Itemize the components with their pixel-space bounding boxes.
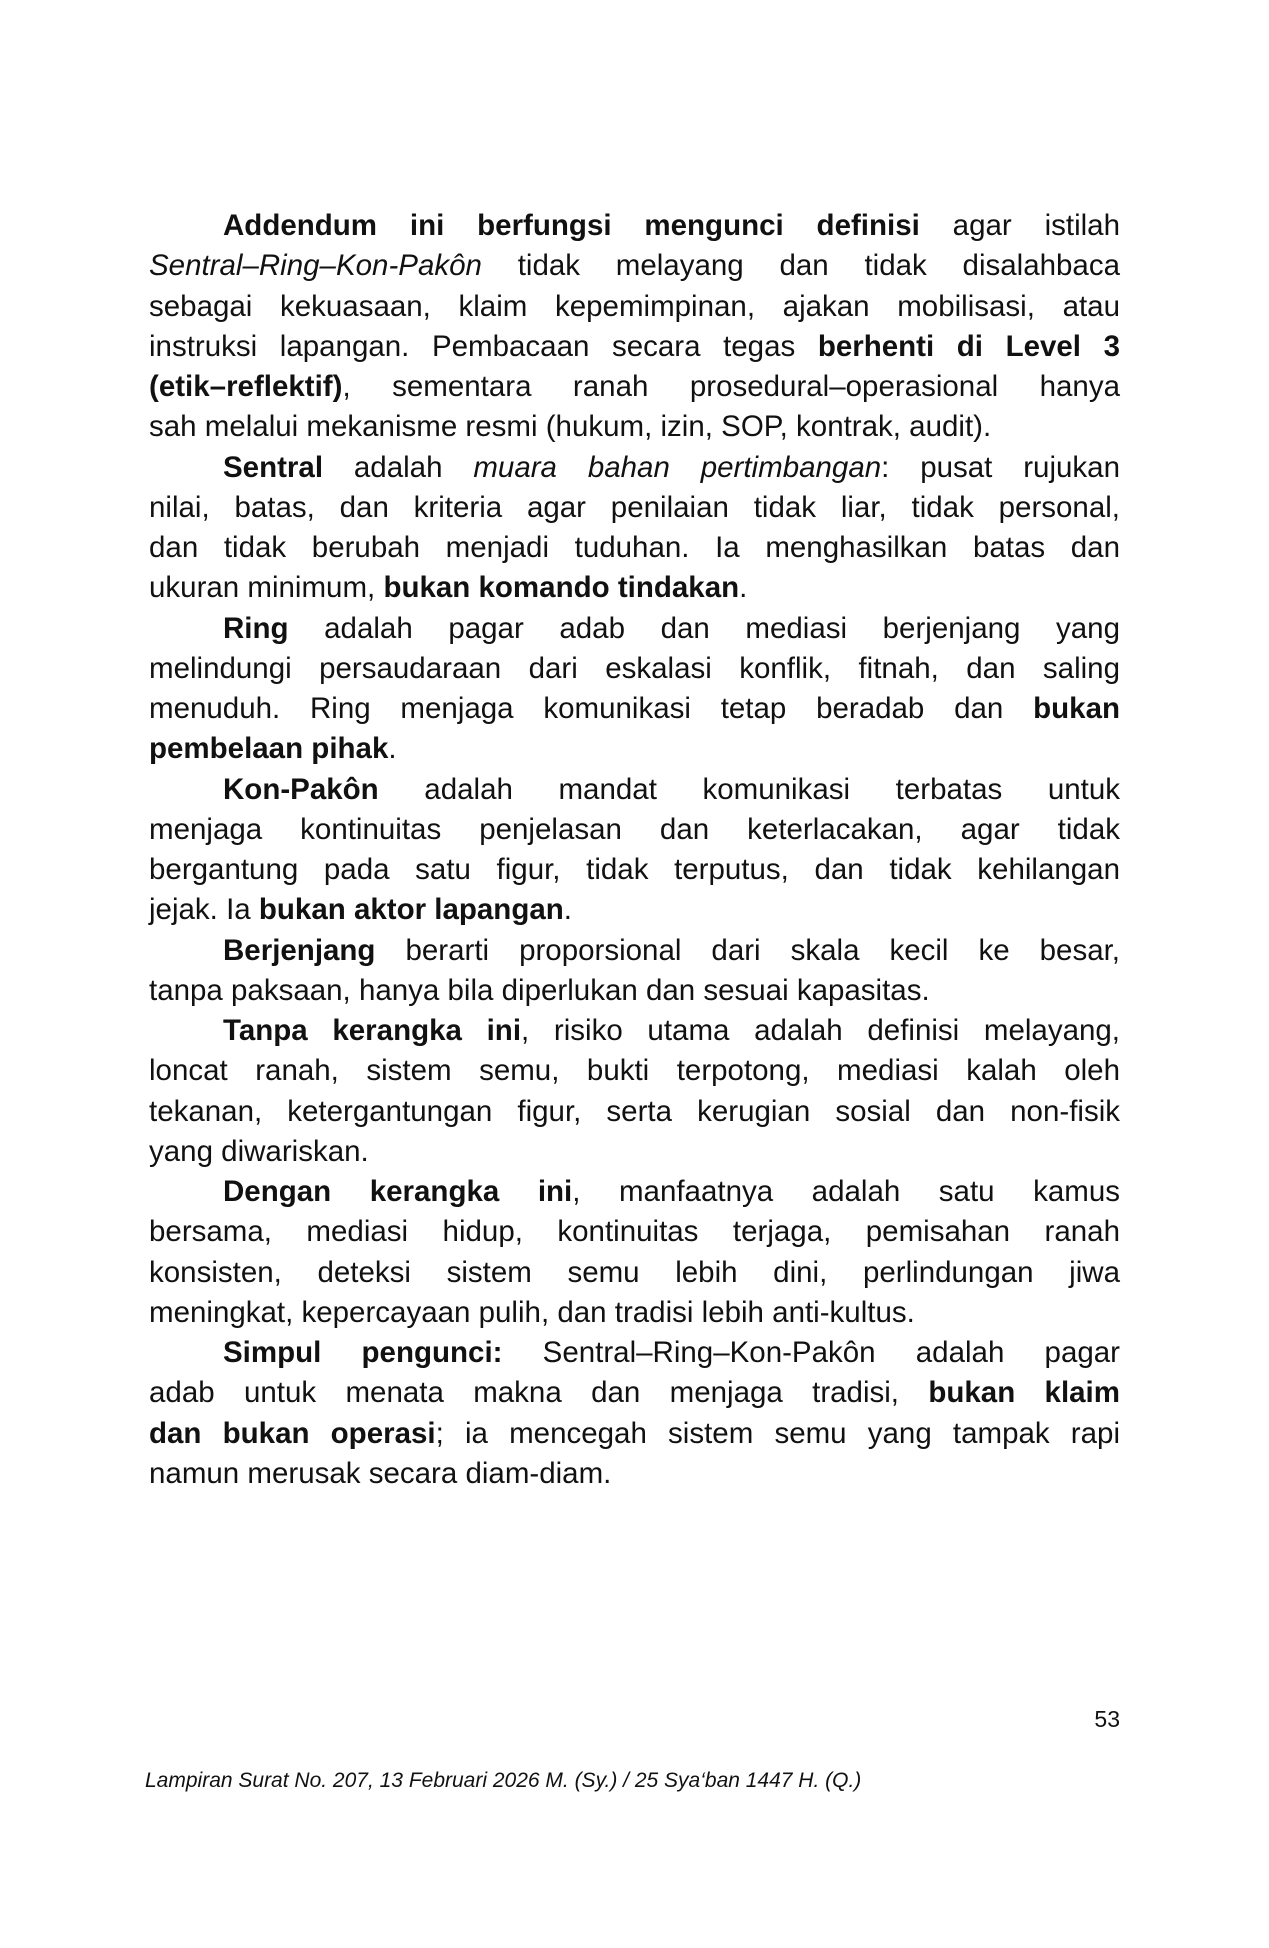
text-line: [149, 689, 1120, 729]
text-line: [149, 850, 1120, 890]
text-line: [149, 448, 1120, 488]
text-line: [149, 367, 1120, 407]
text-run: namun merusak secara diam-diam.: [149, 1456, 612, 1490]
text-line: [149, 1253, 1120, 1293]
text-line: [149, 770, 1120, 810]
paragraph: [149, 1333, 1120, 1494]
footer-citation: Lampiran Surat No. 207, 13 Februari 2026 M. (Sy.) / 25 Sya‘ban 1447 H. (Q.): [145, 1769, 862, 1792]
text-run: konsisten, deteksi sistem semu lebih dini, perlindungan jiwa: [149, 1255, 1120, 1289]
text-line: [149, 287, 1120, 327]
text-run: adab untuk menata makna dan menjaga tradisi,: [149, 1376, 929, 1410]
text-run: adalah mandat komunikasi terbatas untuk: [378, 772, 1120, 806]
text-line: [149, 1454, 1120, 1494]
text-run: adalah: [323, 450, 474, 484]
bold-text: dan bukan operasi: [149, 1416, 436, 1450]
text-run: ; ia mencegah sistem semu yang tampak rapi: [435, 1416, 1120, 1450]
text-line: [149, 729, 1120, 769]
text-line: [149, 931, 1120, 971]
bold-text: Ring: [223, 611, 289, 645]
page-number: 53: [1094, 1706, 1120, 1732]
paragraph: [149, 931, 1120, 1012]
text-run: bergantung pada satu figur, tidak terputus, dan tidak kehilangan: [149, 853, 1120, 886]
text-run: berarti proporsional dari skala kecil ke besar,: [375, 933, 1120, 967]
text-line: [149, 528, 1120, 568]
text-line: [149, 1293, 1120, 1333]
bold-text: bukan: [1033, 692, 1120, 725]
text-line: [149, 1212, 1120, 1252]
text-run: dan tidak berubah menjadi tuduhan. Ia menghasilkan batas dan: [149, 531, 1120, 564]
text-line: [149, 568, 1120, 608]
text-line: [149, 1051, 1120, 1091]
bold-text: berhenti di Level 3: [817, 329, 1120, 363]
text-line: [149, 810, 1120, 850]
text-line: [149, 206, 1120, 246]
text-run: sebagai kekuasaan, klaim kepemimpinan, ajakan mobilisasi, atau: [149, 289, 1120, 323]
text-run: tekanan, ketergantungan figur, serta kerugian sosial dan non-fisik: [149, 1094, 1120, 1128]
text-run: Sentral–Ring–Kon-Pakôn adalah pagar: [502, 1336, 1120, 1369]
text-run: , sementara ranah prosedural–operasional hanya: [342, 370, 1120, 403]
bold-text: bukan komando tindakan: [383, 571, 740, 605]
bold-text: Addendum ini berfungsi mengunci definisi: [223, 209, 920, 242]
paragraph: [149, 1011, 1120, 1172]
bold-text: bukan aktor lapangan: [258, 893, 564, 927]
text-line: [149, 1373, 1120, 1413]
text-run: jejak. Ia: [149, 893, 259, 927]
text-run: melindungi persaudaraan dari eskalasi konflik, fitnah, dan saling: [149, 651, 1120, 685]
text-run: bersama, mediasi hidup, kontinuitas terjaga, pemisahan ranah: [149, 1215, 1120, 1249]
text-run: .: [563, 893, 572, 927]
italic-text: Sentral–Ring–Kon-Pakôn: [149, 249, 482, 283]
text-line: [149, 649, 1120, 689]
paragraph: [149, 206, 1120, 448]
text-run: instruksi lapangan. Pembacaan secara tegas: [149, 329, 818, 363]
text-run: , risiko utama adalah definisi melayang,: [521, 1014, 1120, 1047]
bold-text: Sentral: [223, 450, 324, 484]
italic-text: muara bahan pertimbangan: [473, 450, 882, 484]
bold-text: (etik–reflektif): [149, 370, 343, 403]
text-line: [149, 327, 1120, 367]
text-run: loncat ranah, sistem semu, bukti terpotong, mediasi kalah oleh: [149, 1054, 1120, 1088]
bold-text: Berjenjang: [223, 933, 376, 967]
text-run: , manfaatnya adalah satu kamus: [572, 1175, 1120, 1208]
text-line: [149, 1414, 1120, 1454]
text-line: [149, 407, 1120, 447]
paragraph: [149, 609, 1120, 770]
paragraph: [149, 770, 1120, 931]
body-text: [149, 206, 1120, 1494]
text-run: yang diwariskan.: [149, 1134, 369, 1168]
text-line: [149, 890, 1120, 930]
text-run: meningkat, kepercayaan pulih, dan tradisi lebih anti-kultus.: [149, 1295, 915, 1329]
paragraph: [149, 1172, 1120, 1333]
text-line: [149, 1092, 1120, 1132]
bold-text: Tanpa kerangka ini: [223, 1014, 522, 1047]
text-run: adalah pagar adab dan mediasi berjenjang yang: [288, 611, 1120, 645]
text-run: ukuran minimum,: [149, 571, 384, 605]
text-run: agar istilah: [919, 209, 1120, 242]
bold-text: pembelaan pihak: [149, 732, 389, 766]
text-line: [149, 971, 1120, 1011]
text-line: [149, 1132, 1120, 1172]
text-run: : pusat rujukan: [881, 450, 1120, 484]
text-line: [149, 246, 1120, 286]
text-run: menuduh. Ring menjaga komunikasi tetap beradab dan: [149, 692, 1034, 725]
bold-text: bukan klaim: [928, 1376, 1120, 1410]
text-run: nilai, batas, dan kriteria agar penilaian tidak liar, tidak personal,: [149, 490, 1120, 524]
text-line: [149, 609, 1120, 649]
text-run: .: [739, 571, 748, 605]
text-run: .: [388, 732, 397, 766]
text-line: [149, 488, 1120, 528]
text-run: menjaga kontinuitas penjelasan dan keterlacakan, agar tidak: [149, 812, 1120, 846]
text-run: sah melalui mekanisme resmi (hukum, izin, SOP, kontrak, audit).: [149, 410, 992, 444]
text-run: tanpa paksaan, hanya bila diperlukan dan sesuai kapasitas.: [149, 973, 930, 1007]
bold-text: Dengan kerangka ini: [223, 1175, 573, 1208]
text-line: [149, 1011, 1120, 1051]
bold-text: Kon-Pakôn: [223, 772, 379, 806]
bold-text: Simpul pengunci:: [223, 1336, 503, 1369]
text-line: [149, 1172, 1120, 1212]
paragraph: [149, 448, 1120, 609]
text-line: [149, 1333, 1120, 1373]
text-run: tidak melayang dan tidak disalahbaca: [481, 249, 1120, 283]
